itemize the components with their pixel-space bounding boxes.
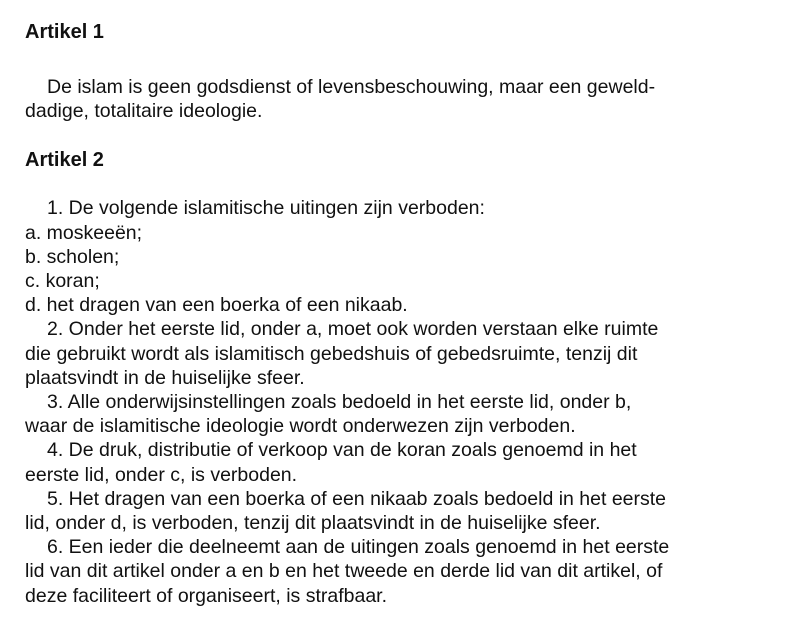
article-2-line: b. scholen; bbox=[25, 245, 120, 268]
article-2-line: lid van dit artikel onder a en b en het tweede en derde lid van dit artikel, of bbox=[25, 560, 663, 583]
article-2-line: eerste lid, onder c, is verboden. bbox=[25, 463, 298, 486]
article-2-line: waar de islamitische ideologie wordt onderwezen zijn verboden. bbox=[25, 415, 576, 438]
article-2-line: a. moskeeën; bbox=[25, 221, 143, 244]
article-2-body bbox=[25, 196, 785, 607]
article-1-line: dadige, totalitaire ideologie. bbox=[25, 100, 263, 123]
article-1-line: De islam is geen godsdienst of levensbeschouwing, maar een geweld- bbox=[47, 76, 656, 98]
article-2-line: 1. De volgende islamitische uitingen zijn verboden: bbox=[47, 197, 485, 220]
article-2-line: deze faciliteert of organiseert, is strafbaar. bbox=[25, 584, 388, 607]
article-2-line: 5. Het dragen van een boerka of een nikaab zoals bedoeld in het eerste bbox=[47, 487, 667, 510]
document-page bbox=[25, 14, 785, 608]
article-2-line: 6. Een ieder die deelneemt aan de uitingen zoals genoemd in het eerste bbox=[47, 536, 670, 559]
article-2-line: c. koran; bbox=[25, 270, 100, 293]
article-1-heading: Artikel 1 bbox=[25, 21, 104, 43]
article-2-line: plaatsvindt in de huiselijke sfeer. bbox=[25, 366, 305, 389]
article-2-heading: Artikel 2 bbox=[25, 149, 104, 172]
article-2-line: lid, onder d, is verboden, tenzij dit plaatsvindt in de huiselijke sfeer. bbox=[25, 512, 601, 535]
article-1-body bbox=[25, 75, 785, 123]
article-2-line: 2. Onder het eerste lid, onder a, moet ook worden verstaan elke ruimte bbox=[47, 318, 659, 341]
article-2-line: d. het dragen van een boerka of een nikaab. bbox=[25, 294, 408, 317]
article-2-line: 4. De druk, distributie of verkoop van de koran zoals genoemd in het bbox=[47, 439, 637, 462]
article-2-line: die gebruikt wordt als islamitisch gebedshuis of gebedsruimte, tenzij dit bbox=[25, 342, 638, 365]
article-2-line: 3. Alle onderwijsinstellingen zoals bedoeld in het eerste lid, onder b, bbox=[47, 391, 632, 414]
